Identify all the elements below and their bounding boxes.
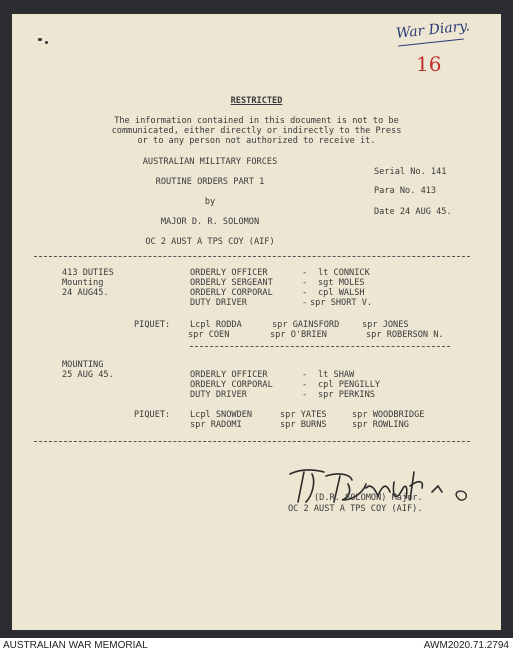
piquet-member: spr ROBERSON N. <box>366 330 444 340</box>
duty-sep: - <box>302 278 308 288</box>
serial-number: Serial No. 141 <box>374 167 447 177</box>
duty-sep: - <box>302 298 308 308</box>
section1-heading: Mounting <box>62 278 104 288</box>
piquet-label: PIQUET: <box>134 410 171 420</box>
piquet-member: spr COEN <box>188 330 230 340</box>
duty-sep: - <box>302 288 308 298</box>
restricted-heading: RESTRICTED <box>230 96 283 106</box>
piquet-member: spr BURNS <box>280 420 327 430</box>
piquet-label: PIQUET: <box>134 320 171 330</box>
piquet-member: spr GAINSFORD <box>272 320 340 330</box>
duty-name: spr SHORT V. <box>310 298 373 308</box>
piquet-member: spr WOODBRIDGE <box>352 410 425 420</box>
duty-sep: - <box>302 268 308 278</box>
footer-bar <box>0 638 513 653</box>
notice-line-1: The information contained in this document is not to be <box>114 116 399 126</box>
piquet-member: spr O'BRIEN <box>270 330 327 340</box>
divider <box>34 256 470 257</box>
officer-name: MAJOR D. R. SOLOMON <box>160 217 260 227</box>
duty-sep: - <box>302 370 308 380</box>
org-title: AUSTRALIAN MILITARY FORCES <box>142 157 278 167</box>
signature-unit: OC 2 AUST A TPS COY (AIF). <box>288 504 423 514</box>
duty-role: ORDERLY CORPORAL <box>190 380 273 390</box>
duty-name: cpl WALSH <box>318 288 365 298</box>
duty-name: lt CONNICK <box>318 268 370 278</box>
document-page <box>12 14 501 630</box>
by-line: by <box>204 197 216 207</box>
unit-name: OC 2 AUST A TPS COY (AIF) <box>145 237 275 247</box>
piquet-member: spr RADOMI <box>190 420 242 430</box>
notice-line-3: or to any person not authorized to receive it. <box>137 136 376 146</box>
duty-role: DUTY DRIVER <box>190 298 247 308</box>
divider <box>34 441 470 442</box>
page-number-note: 16 <box>416 52 442 76</box>
piquet-member: spr YATES <box>280 410 327 420</box>
section2-heading: MOUNTING <box>62 360 104 370</box>
order-date: Date 24 AUG 45. <box>374 207 452 217</box>
piquet-member: spr JONES <box>362 320 409 330</box>
piquet-member: spr ROWLING <box>352 420 409 430</box>
section1-heading: 413 DUTIES <box>62 268 114 278</box>
orders-title: ROUTINE ORDERS PART 1 <box>155 177 265 187</box>
duty-role: ORDERLY CORPORAL <box>190 288 273 298</box>
punch-hole-mark <box>45 41 48 44</box>
duty-sep: - <box>302 380 308 390</box>
duty-name: spr PERKINS <box>318 390 375 400</box>
duty-sep: - <box>302 390 308 400</box>
duty-name: sgt MOLES <box>318 278 365 288</box>
duty-name: cpl PENGILLY <box>318 380 381 390</box>
para-number: Para No. 413 <box>374 186 437 196</box>
duty-role: DUTY DRIVER <box>190 390 247 400</box>
section2-heading: 25 AUG 45. <box>62 370 114 380</box>
duty-name: lt SHAW <box>318 370 355 380</box>
duty-role: ORDERLY OFFICER <box>190 268 268 278</box>
duty-role: ORDERLY OFFICER <box>190 370 268 380</box>
war-diary-note: War Diary. <box>395 18 471 42</box>
duty-role: ORDERLY SERGEANT <box>190 278 273 288</box>
signature-name: (D.R. SOLOMON) Major. <box>314 493 423 503</box>
section1-heading: 24 AUG45. <box>62 288 109 298</box>
footer-institution: AUSTRALIAN WAR MEMORIAL <box>3 640 148 651</box>
piquet-member: Lcpl SNOWDEN <box>190 410 253 420</box>
punch-hole-mark <box>38 38 42 41</box>
piquet-member: Lcpl RODDA <box>190 320 242 330</box>
footer-accession: AWM2020.71.2794 <box>423 640 509 651</box>
notice-line-2: communicated, either directly or indirectly to the Press <box>111 126 402 136</box>
divider <box>190 346 450 347</box>
